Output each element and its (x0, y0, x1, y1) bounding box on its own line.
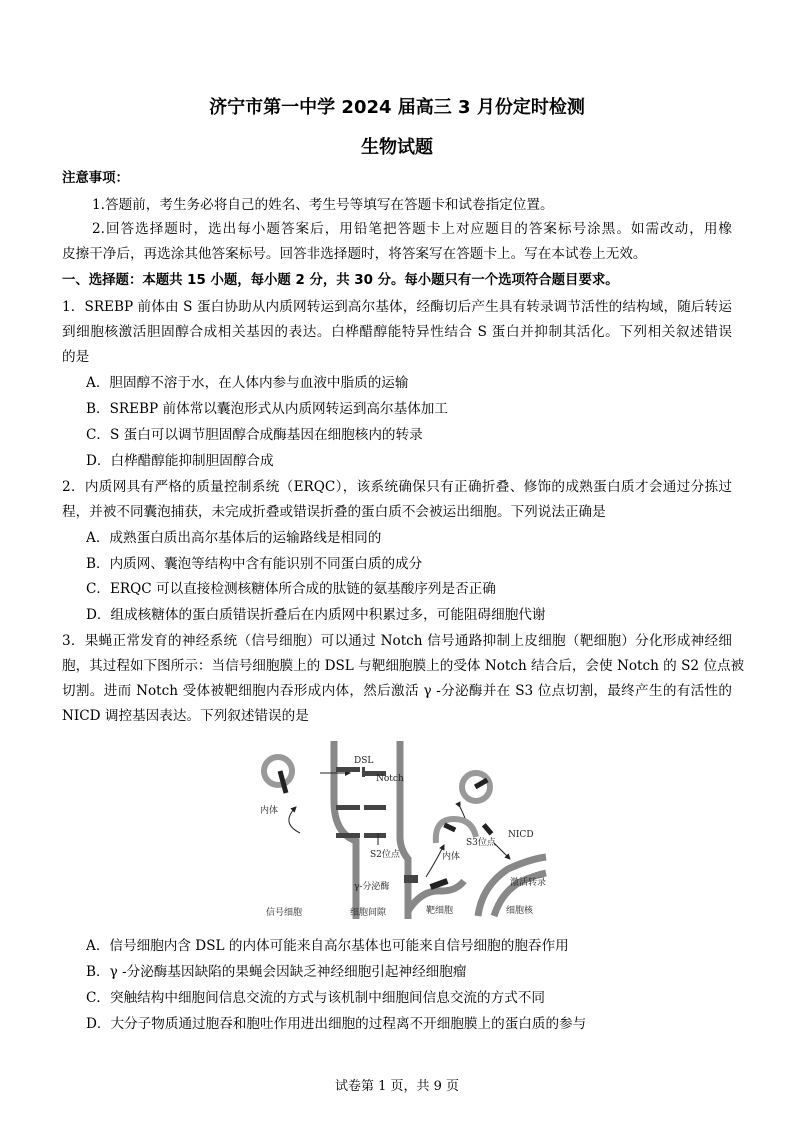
q1-stem-line2: 到细胞核激活胆固醇合成相关基因的表达。白桦醋醇能特异性结合 S 蛋白并抑制其活化。下列相关叙述错误 (62, 324, 732, 340)
q2-option-c: C．ERQC 可以直接检测核糖体所合成的肽链的氨基酸序列是否正确 (86, 581, 496, 597)
q3-option-c: C．突触结构中细胞间信息交流的方式与该机制中细胞间信息交流的方式不同 (86, 990, 545, 1006)
notice-heading: 注意事项： (62, 171, 129, 186)
subject-title: 生物试题 (361, 137, 433, 158)
q3-stem-line4: NICD 调控基因表达。下列叙述错误的是 (62, 708, 309, 724)
q2-stem-line1: 2．内质网具有严格的质量控制系统（ERQC），该系统确保只有正确折叠、修饰的成熟蛋白质才会通过分拣过 (62, 479, 732, 495)
q1-option-c: C．S 蛋白可以调节胆固醇合成酶基因在细胞核内的转录 (86, 427, 423, 443)
label-notch: Notch (376, 774, 404, 784)
q1-option-d: D．白桦醋醇能抑制胆固醇合成 (86, 453, 274, 469)
label-activate-transcription: 激活转录 (510, 878, 547, 888)
q2-option-b: B．内质网、囊泡等结构中含有能识别不同蛋白质的成分 (86, 556, 423, 572)
q3-option-b: B．γ -分泌酶基因缺陷的果蝇会因缺乏神经细胞引起神经细胞瘤 (86, 964, 467, 980)
q1-stem-line3: 的是 (62, 349, 90, 365)
q3-option-d: D．大分子物质通过胞吞和胞吐作用进出细胞的过程离不开细胞膜上的蛋白质的参与 (86, 1016, 587, 1032)
label-endosome-right: 内体 (442, 852, 461, 862)
notice-item-2-line1: 2.回答选择题时，选出每小题答案后，用铅笔把答题卡上对应题目的答案标号涂黑。如需改动，用橡 (92, 221, 732, 237)
label-dsl: DSL (354, 756, 374, 766)
q2-option-a: A．成熟蛋白质出高尔基体后的运输路线是相同的 (86, 530, 382, 546)
q1-option-a: A．胆固醇不溶于水，在人体内参与血液中脂质的运输 (86, 375, 409, 391)
page-footer: 试卷第 1 页，共 9 页 (334, 1079, 460, 1094)
label-nucleus: 细胞核 (506, 906, 534, 916)
label-endosome-left: 内体 (260, 806, 279, 816)
label-gamma-secretase: γ-分泌酶 (354, 882, 390, 892)
section-heading: 一、选择题：本题共 15 小题，每小题 2 分，共 30 分。每小题只有一个选项符合题目要求。 (62, 273, 619, 288)
q2-option-d: D．组成核糖体的蛋白质错误折叠后在内质网中积累过多，可能阻碍细胞代谢 (86, 607, 546, 623)
label-nicd: NICD (508, 830, 534, 840)
notice-item-2-line2: 皮擦干净后，再选涂其他答案标号。回答非选择题时，将答案写在答题卡上。写在本试卷上无效。 (62, 246, 647, 262)
q2-stem-line2: 程，并被不同囊泡捕获，未完成折叠或错误折叠的蛋白质不会被运出细胞。下列说法正确是 (62, 504, 606, 520)
q3-stem-line2: 胞，其过程如下图所示：当信号细胞膜上的 DSL 与靶细胞膜上的受体 Notch 结合后，会使 Notch 的 S2 位点被 (62, 658, 745, 674)
q1-option-b: B．SREBP 前体常以囊泡形式从内质网转运到高尔基体加工 (86, 401, 448, 417)
q1-stem-line1: 1．SREBP 前体由 S 蛋白协助从内质网转运到高尔基体，经酶切后产生具有转录调节活性的结构域，随后转运 (62, 299, 732, 315)
label-s3-site: S3位点 (466, 838, 496, 848)
label-signal-cell: 信号细胞 (266, 908, 303, 918)
notice-item-1: 1.答题前，考生务必将自己的姓名、考生号等填写在答题卡和试卷指定位置。 (92, 197, 554, 213)
label-intercellular-gap: 细胞间隙 (350, 908, 387, 918)
q3-stem-line1: 3．果蝇正常发育的神经系统（信号细胞）可以通过 Notch 信号通路抑制上皮细胞（靶细胞）分化形成神经细 (62, 633, 732, 649)
label-s2-site: S2位点 (370, 850, 400, 860)
q3-stem-line3: 切割。进而 Notch 受体被靶细胞内吞形成内体，然后激活 γ -分泌酶并在 S3 位点切割，最终产生的有活性的 (62, 683, 732, 699)
label-target-cell: 靶细胞 (426, 906, 454, 916)
q3-option-a: A．信号细胞内含 DSL 的内体可能来自高尔基体也可能来自信号细胞的胞吞作用 (86, 938, 569, 954)
exam-title: 济宁市第一中学 2024 届高三 3 月份定时检测 (209, 97, 585, 118)
notch-pathway-diagram (250, 741, 550, 919)
